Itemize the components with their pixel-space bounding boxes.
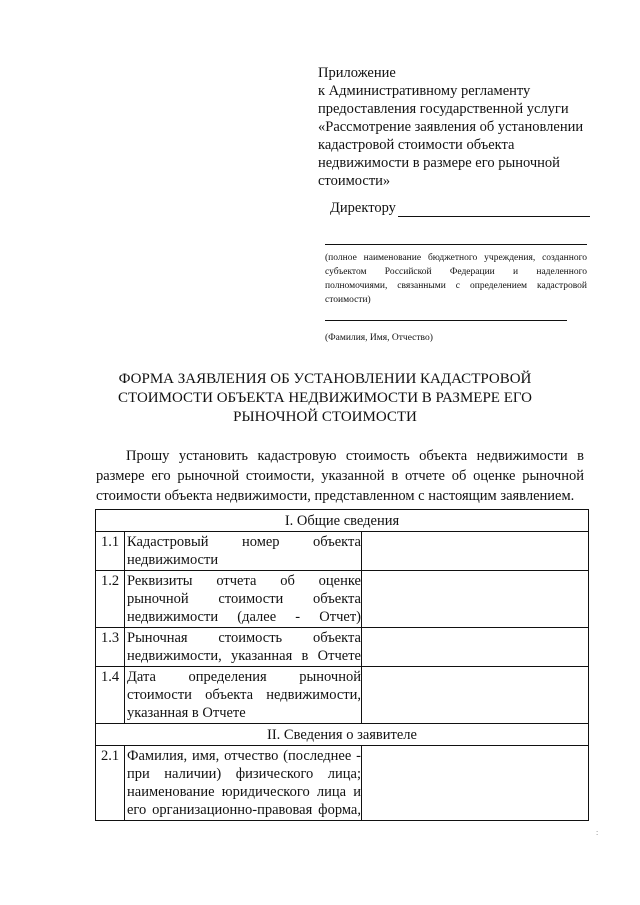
row-label: Рыночная стоимость объекта недвижимости, указанная в Отчете	[125, 628, 362, 667]
form-title	[110, 370, 540, 427]
row-number: 1.3	[96, 628, 125, 667]
table-row	[96, 746, 589, 821]
row-value	[362, 628, 589, 667]
row-value	[362, 571, 589, 628]
form-title-line: РЫНОЧНОЙ СТОИМОСТИ	[233, 409, 417, 425]
form-title-line: ФОРМА ЗАЯВЛЕНИЯ ОБ УСТАНОВЛЕНИИ КАДАСТРОВОЙ	[118, 371, 532, 387]
row-label: Реквизиты отчета об оценке рыночной стоимости объекта недвижимости (далее - Отчет)	[125, 571, 362, 628]
table-row	[96, 532, 589, 571]
row-number: 2.1	[96, 746, 125, 821]
row-label: Дата определения рыночной стоимости объекта недвижимости, указанная в Отчете	[125, 667, 362, 724]
director-label: Директору	[330, 200, 396, 216]
annex-line: стоимости»	[318, 173, 391, 189]
annex-block	[318, 64, 603, 190]
section-header-row	[96, 724, 589, 746]
row-label: Кадастровый номер объекта недвижимости	[125, 532, 362, 571]
page-mark: :	[596, 828, 599, 837]
section-title: II. Сведения о заявителе	[96, 724, 589, 746]
annex-line: «Рассмотрение заявления об установлении	[318, 119, 584, 135]
row-value	[362, 746, 589, 821]
annex-line: кадастровой стоимости объекта	[318, 137, 515, 153]
director-field	[330, 200, 590, 217]
form-title-line: СТОИМОСТИ ОБЪЕКТА НЕДВИЖИМОСТИ В РАЗМЕРЕ ЕГО	[117, 390, 532, 406]
annex-line: Приложение	[318, 65, 396, 81]
institution-note: (полное наименование бюджетного учреждения, созданного субъектом Российской Федерации и наделенного полномочиями, связанными с определением кадастровой стоимости)	[325, 244, 587, 307]
row-number: 1.1	[96, 532, 125, 571]
row-number: 1.4	[96, 667, 125, 724]
row-value	[362, 667, 589, 724]
annex-line: недвижимости в размере его рыночной	[318, 155, 560, 171]
row-value	[362, 532, 589, 571]
section-title: I. Общие сведения	[96, 510, 589, 532]
table-row	[96, 571, 589, 628]
row-number: 1.2	[96, 571, 125, 628]
table-row	[96, 628, 589, 667]
application-form-table	[95, 509, 589, 821]
fio-note: (Фамилия, Имя, Отчество)	[325, 320, 567, 345]
annex-line: к Административному регламенту	[318, 83, 531, 99]
table-row	[96, 667, 589, 724]
row-label: Фамилия, имя, отчество (последнее - при наличии) физического лица; наименование юридического лица и его организационно-правовая форма,	[125, 746, 362, 821]
section-header-row	[96, 510, 589, 532]
annex-line: предоставления государственной услуги	[318, 101, 569, 117]
director-blank-line	[398, 202, 590, 217]
intro-paragraph: Прошу установить кадастровую стоимость объекта недвижимости в размере его рыночной стоимости, указанной в отчете об оценке рыночной стоимости объекта недвижимости, представленном с настоящим заявлением.	[96, 448, 584, 504]
